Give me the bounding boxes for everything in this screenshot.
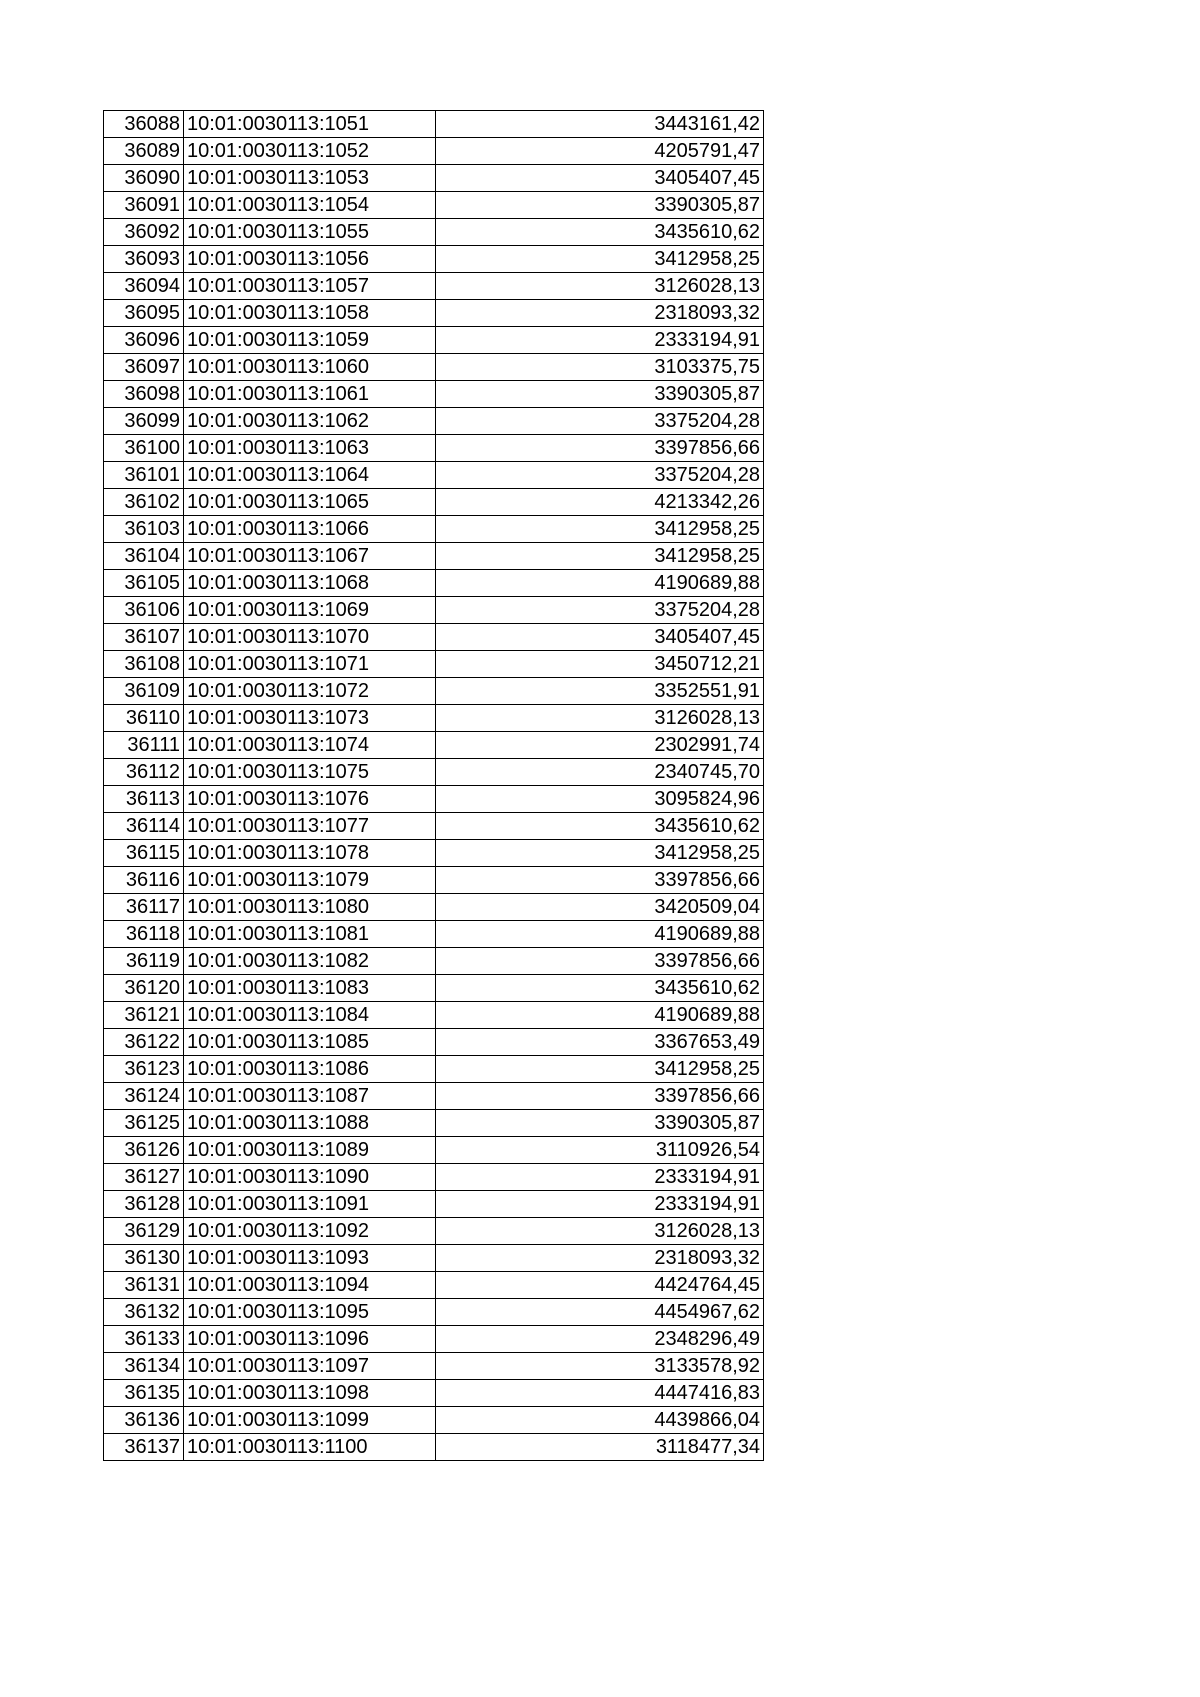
table-row (104, 1110, 764, 1137)
table-row (104, 1245, 764, 1272)
table-row (104, 651, 764, 678)
value-cell: 2333194,91 (436, 1191, 764, 1218)
value-cell: 3443161,42 (436, 111, 764, 138)
cadastral-number-cell: 10:01:0030113:1059 (184, 327, 436, 354)
table-row (104, 840, 764, 867)
value-cell: 2318093,32 (436, 1245, 764, 1272)
row-number-cell: 36131 (104, 1272, 184, 1299)
value-cell: 3405407,45 (436, 624, 764, 651)
value-cell: 3405407,45 (436, 165, 764, 192)
cadastral-number-cell: 10:01:0030113:1067 (184, 543, 436, 570)
cadastral-number-cell: 10:01:0030113:1057 (184, 273, 436, 300)
row-number-cell: 36099 (104, 408, 184, 435)
cadastral-number-cell: 10:01:0030113:1092 (184, 1218, 436, 1245)
value-cell: 2302991,74 (436, 732, 764, 759)
row-number-cell: 36119 (104, 948, 184, 975)
cadastral-number-cell: 10:01:0030113:1100 (184, 1434, 436, 1461)
table-row (104, 300, 764, 327)
table-row (104, 1002, 764, 1029)
cadastral-number-cell: 10:01:0030113:1081 (184, 921, 436, 948)
table-row (104, 489, 764, 516)
cadastral-number-cell: 10:01:0030113:1061 (184, 381, 436, 408)
value-cell: 2348296,49 (436, 1326, 764, 1353)
cadastral-number-cell: 10:01:0030113:1072 (184, 678, 436, 705)
value-cell: 3133578,92 (436, 1353, 764, 1380)
row-number-cell: 36108 (104, 651, 184, 678)
row-number-cell: 36090 (104, 165, 184, 192)
cadastral-number-cell: 10:01:0030113:1073 (184, 705, 436, 732)
value-cell: 2333194,91 (436, 327, 764, 354)
table-row (104, 948, 764, 975)
table-row (104, 1353, 764, 1380)
table-row (104, 1218, 764, 1245)
value-cell: 3126028,13 (436, 273, 764, 300)
cadastral-number-cell: 10:01:0030113:1066 (184, 516, 436, 543)
table-row (104, 1272, 764, 1299)
value-cell: 3397856,66 (436, 867, 764, 894)
value-cell: 3397856,66 (436, 948, 764, 975)
row-number-cell: 36136 (104, 1407, 184, 1434)
value-cell: 3397856,66 (436, 1083, 764, 1110)
row-number-cell: 36110 (104, 705, 184, 732)
row-number-cell: 36105 (104, 570, 184, 597)
cadastral-number-cell: 10:01:0030113:1076 (184, 786, 436, 813)
table-row (104, 435, 764, 462)
value-cell: 2333194,91 (436, 1164, 764, 1191)
table-row (104, 786, 764, 813)
cadastral-number-cell: 10:01:0030113:1099 (184, 1407, 436, 1434)
row-number-cell: 36120 (104, 975, 184, 1002)
cadastral-number-cell: 10:01:0030113:1089 (184, 1137, 436, 1164)
cadastral-number-cell: 10:01:0030113:1065 (184, 489, 436, 516)
table-row (104, 273, 764, 300)
value-cell: 4454967,62 (436, 1299, 764, 1326)
value-cell: 2340745,70 (436, 759, 764, 786)
cadastral-number-cell: 10:01:0030113:1091 (184, 1191, 436, 1218)
value-cell: 3375204,28 (436, 462, 764, 489)
row-number-cell: 36109 (104, 678, 184, 705)
value-cell: 3390305,87 (436, 381, 764, 408)
value-cell: 2318093,32 (436, 300, 764, 327)
table-row (104, 111, 764, 138)
value-cell: 3367653,49 (436, 1029, 764, 1056)
value-cell: 3103375,75 (436, 354, 764, 381)
cadastral-number-cell: 10:01:0030113:1051 (184, 111, 436, 138)
cadastral-number-cell: 10:01:0030113:1082 (184, 948, 436, 975)
row-number-cell: 36093 (104, 246, 184, 273)
row-number-cell: 36128 (104, 1191, 184, 1218)
cadastral-number-cell: 10:01:0030113:1056 (184, 246, 436, 273)
row-number-cell: 36091 (104, 192, 184, 219)
cadastral-number-cell: 10:01:0030113:1080 (184, 894, 436, 921)
table-row (104, 705, 764, 732)
cadastral-number-cell: 10:01:0030113:1093 (184, 1245, 436, 1272)
value-cell: 4213342,26 (436, 489, 764, 516)
table-row (104, 381, 764, 408)
cadastral-number-cell: 10:01:0030113:1063 (184, 435, 436, 462)
row-number-cell: 36092 (104, 219, 184, 246)
table-row (104, 813, 764, 840)
row-number-cell: 36130 (104, 1245, 184, 1272)
cadastral-number-cell: 10:01:0030113:1054 (184, 192, 436, 219)
row-number-cell: 36129 (104, 1218, 184, 1245)
value-cell: 4424764,45 (436, 1272, 764, 1299)
cadastral-number-cell: 10:01:0030113:1069 (184, 597, 436, 624)
table-row (104, 597, 764, 624)
row-number-cell: 36101 (104, 462, 184, 489)
row-number-cell: 36116 (104, 867, 184, 894)
cadastral-number-cell: 10:01:0030113:1087 (184, 1083, 436, 1110)
value-cell: 3352551,91 (436, 678, 764, 705)
table-body (104, 111, 764, 1461)
table-row (104, 759, 764, 786)
cadastral-number-cell: 10:01:0030113:1071 (184, 651, 436, 678)
table-row (104, 408, 764, 435)
cadastral-value-table (103, 110, 764, 1461)
value-cell: 3412958,25 (436, 1056, 764, 1083)
table-row (104, 1299, 764, 1326)
value-cell: 4190689,88 (436, 1002, 764, 1029)
row-number-cell: 36112 (104, 759, 184, 786)
value-cell: 3390305,87 (436, 1110, 764, 1137)
row-number-cell: 36134 (104, 1353, 184, 1380)
cadastral-number-cell: 10:01:0030113:1095 (184, 1299, 436, 1326)
table-row (104, 219, 764, 246)
value-cell: 3118477,34 (436, 1434, 764, 1461)
cadastral-number-cell: 10:01:0030113:1098 (184, 1380, 436, 1407)
cadastral-number-cell: 10:01:0030113:1058 (184, 300, 436, 327)
value-cell: 4190689,88 (436, 921, 764, 948)
cadastral-number-cell: 10:01:0030113:1068 (184, 570, 436, 597)
row-number-cell: 36089 (104, 138, 184, 165)
table-row (104, 165, 764, 192)
cadastral-number-cell: 10:01:0030113:1060 (184, 354, 436, 381)
table-row (104, 327, 764, 354)
row-number-cell: 36117 (104, 894, 184, 921)
value-cell: 3095824,96 (436, 786, 764, 813)
row-number-cell: 36118 (104, 921, 184, 948)
cadastral-number-cell: 10:01:0030113:1088 (184, 1110, 436, 1137)
value-cell: 3390305,87 (436, 192, 764, 219)
row-number-cell: 36113 (104, 786, 184, 813)
row-number-cell: 36125 (104, 1110, 184, 1137)
row-number-cell: 36094 (104, 273, 184, 300)
table-row (104, 732, 764, 759)
value-cell: 3412958,25 (436, 246, 764, 273)
table-row (104, 1191, 764, 1218)
value-cell: 3397856,66 (436, 435, 764, 462)
cadastral-number-cell: 10:01:0030113:1083 (184, 975, 436, 1002)
row-number-cell: 36088 (104, 111, 184, 138)
row-number-cell: 36103 (104, 516, 184, 543)
value-cell: 3435610,62 (436, 219, 764, 246)
table-row (104, 894, 764, 921)
value-cell: 3110926,54 (436, 1137, 764, 1164)
table-row (104, 192, 764, 219)
value-cell: 4447416,83 (436, 1380, 764, 1407)
table-row (104, 921, 764, 948)
cadastral-number-cell: 10:01:0030113:1053 (184, 165, 436, 192)
value-cell: 3420509,04 (436, 894, 764, 921)
table-row (104, 1434, 764, 1461)
value-cell: 3375204,28 (436, 408, 764, 435)
table-row (104, 1164, 764, 1191)
value-cell: 3126028,13 (436, 705, 764, 732)
value-cell: 3412958,25 (436, 516, 764, 543)
row-number-cell: 36114 (104, 813, 184, 840)
row-number-cell: 36115 (104, 840, 184, 867)
table-row (104, 138, 764, 165)
cadastral-number-cell: 10:01:0030113:1096 (184, 1326, 436, 1353)
row-number-cell: 36137 (104, 1434, 184, 1461)
row-number-cell: 36133 (104, 1326, 184, 1353)
row-number-cell: 36121 (104, 1002, 184, 1029)
table-row (104, 1029, 764, 1056)
row-number-cell: 36100 (104, 435, 184, 462)
row-number-cell: 36104 (104, 543, 184, 570)
cadastral-number-cell: 10:01:0030113:1075 (184, 759, 436, 786)
value-cell: 4190689,88 (436, 570, 764, 597)
row-number-cell: 36097 (104, 354, 184, 381)
value-cell: 3126028,13 (436, 1218, 764, 1245)
table-row (104, 354, 764, 381)
cadastral-number-cell: 10:01:0030113:1052 (184, 138, 436, 165)
cadastral-number-cell: 10:01:0030113:1074 (184, 732, 436, 759)
table-row (104, 1380, 764, 1407)
cadastral-number-cell: 10:01:0030113:1084 (184, 1002, 436, 1029)
value-cell: 3435610,62 (436, 975, 764, 1002)
row-number-cell: 36098 (104, 381, 184, 408)
cadastral-number-cell: 10:01:0030113:1086 (184, 1056, 436, 1083)
cadastral-number-cell: 10:01:0030113:1085 (184, 1029, 436, 1056)
cadastral-number-cell: 10:01:0030113:1070 (184, 624, 436, 651)
row-number-cell: 36132 (104, 1299, 184, 1326)
row-number-cell: 36106 (104, 597, 184, 624)
cadastral-number-cell: 10:01:0030113:1077 (184, 813, 436, 840)
table-row (104, 867, 764, 894)
table-row (104, 570, 764, 597)
table-row (104, 1137, 764, 1164)
value-cell: 4205791,47 (436, 138, 764, 165)
cadastral-number-cell: 10:01:0030113:1079 (184, 867, 436, 894)
row-number-cell: 36126 (104, 1137, 184, 1164)
value-cell: 3375204,28 (436, 597, 764, 624)
table-row (104, 1083, 764, 1110)
row-number-cell: 36135 (104, 1380, 184, 1407)
row-number-cell: 36111 (104, 732, 184, 759)
row-number-cell: 36123 (104, 1056, 184, 1083)
cadastral-number-cell: 10:01:0030113:1064 (184, 462, 436, 489)
value-cell: 3412958,25 (436, 840, 764, 867)
cadastral-number-cell: 10:01:0030113:1090 (184, 1164, 436, 1191)
value-cell: 4439866,04 (436, 1407, 764, 1434)
row-number-cell: 36127 (104, 1164, 184, 1191)
row-number-cell: 36102 (104, 489, 184, 516)
value-cell: 3412958,25 (436, 543, 764, 570)
row-number-cell: 36122 (104, 1029, 184, 1056)
table-row (104, 516, 764, 543)
table-row (104, 1056, 764, 1083)
table-row (104, 678, 764, 705)
row-number-cell: 36096 (104, 327, 184, 354)
table-row (104, 1407, 764, 1434)
table-row (104, 1326, 764, 1353)
cadastral-number-cell: 10:01:0030113:1097 (184, 1353, 436, 1380)
cadastral-number-cell: 10:01:0030113:1062 (184, 408, 436, 435)
cadastral-number-cell: 10:01:0030113:1055 (184, 219, 436, 246)
table-row (104, 543, 764, 570)
cadastral-number-cell: 10:01:0030113:1078 (184, 840, 436, 867)
value-cell: 3435610,62 (436, 813, 764, 840)
table-row (104, 975, 764, 1002)
value-cell: 3450712,21 (436, 651, 764, 678)
cadastral-number-cell: 10:01:0030113:1094 (184, 1272, 436, 1299)
row-number-cell: 36124 (104, 1083, 184, 1110)
row-number-cell: 36107 (104, 624, 184, 651)
table-row (104, 624, 764, 651)
table-row (104, 462, 764, 489)
table-row (104, 246, 764, 273)
row-number-cell: 36095 (104, 300, 184, 327)
